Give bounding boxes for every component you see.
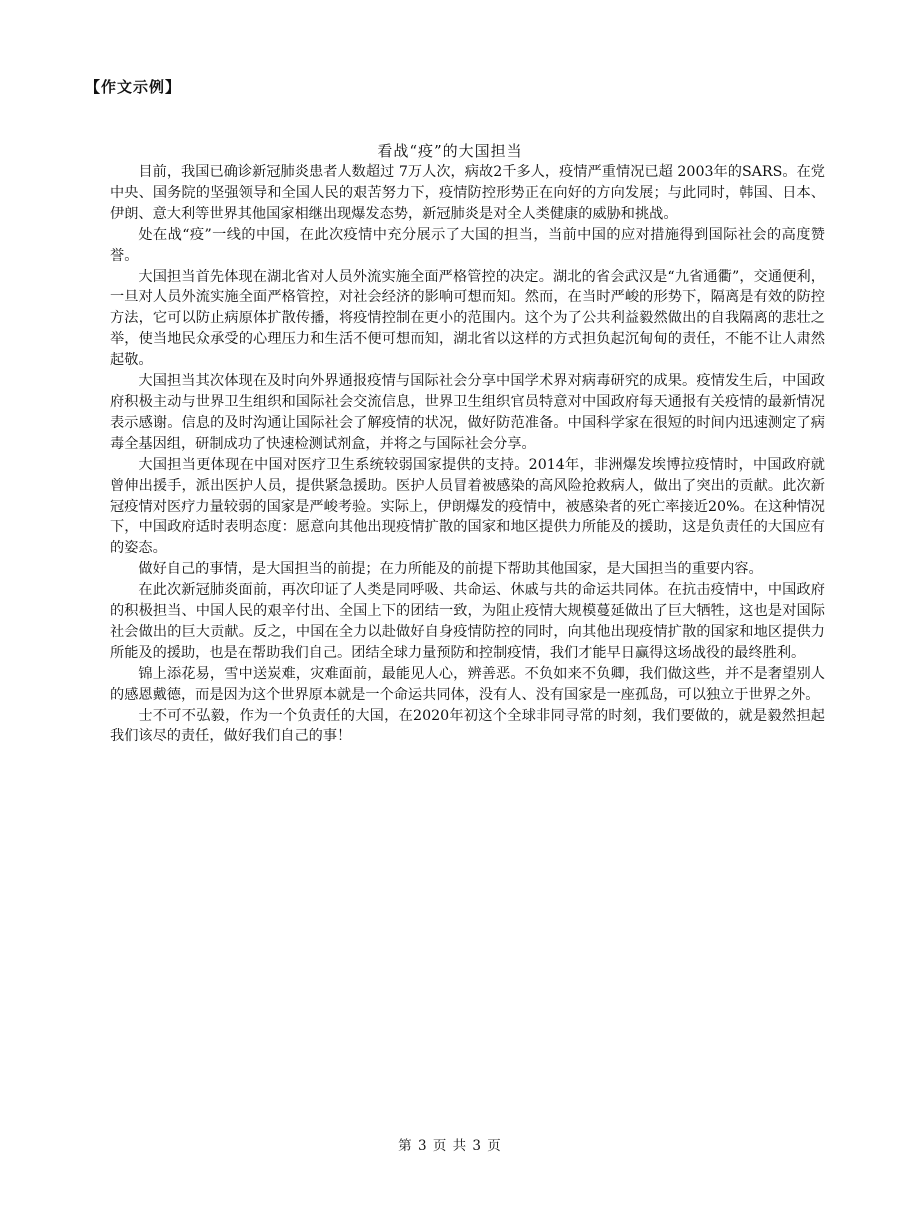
essay-title: 看战“疫”的大国担当	[377, 142, 523, 160]
paragraph: 大国担当首先体现在湖北省对人员外流实施全面严格管控的决定。湖北的省会武汉是“九省通衢”，交通便利，一旦对人员外流实施全面严格管控，对社会经济的影响可想而知。然而，在当时严峻的形势下，隔离是有效的防控方法，它可以防止病原体扩散传播，将疫情控制在更小的范围内。这个为了公共利益毅然做出的自我隔离的悲壮之举，使当地民众承受的心理压力和生活不便可想而知，湖北省以这样的方式担负起沉甸甸的责任，不能不让人肃然起敬。	[110, 268, 825, 369]
paragraph: 做好自己的事情，是大国担当的前提；在力所能及的前提下帮助其他国家，是大国担当的重要内容。	[138, 561, 763, 578]
paragraph: 大国担当更体现在中国对医疗卫生系统较弱国家提供的支持。2014年，非洲爆发埃博拉疫情时，中国政府就曾伸出援手，派出医护人员，提供紧急援助。医护人员冒着被感染的高风险抢救病人，做出了突出的贡献。此次新冠疫情对医疗力量较弱的国家是严峻考验。实际上，伊朗爆发的疫情中，被感染者的死亡率接近20%。在这种情况下，中国政府适时表明态度：愿意向其他出现疫情扩散的国家和地区提供力所能及的援助，这是负责任的大国应有的姿态。	[110, 456, 825, 557]
page-footer: 第 3 页 共 3 页	[398, 1138, 502, 1154]
paragraph: 目前，我国已确诊新冠肺炎患者人数超过 7万人次，病故2千多人，疫情严重情况已超 2003年的SARS。在党中央、国务院的坚强领导和全国人民的艰苦努力下，疫情防控形势正在向好的方向发展；与此同时，韩国、日本、伊朗、意大利等世界其他国家相继出现爆发态势，新冠肺炎是对全人类健康的威胁和挑战。	[110, 164, 825, 222]
paragraph: 在此次新冠肺炎面前，再次印证了人类是同呼吸、共命运、休戚与共的命运共同体。在抗击疫情中，中国政府的积极担当、中国人民的艰辛付出、全国上下的团结一致，为阻止疫情大规模蔓延做出了巨大牺牲，这也是对国际社会做出的巨大贡献。反之，中国在全力以赴做好自身疫情防控的同时，向其他出现疫情扩散的国家和地区提供力所能及的援助，也是在帮助我们自己。团结全球力量预防和控制疫情，我们才能早日赢得这场战役的最终胜利。	[110, 582, 825, 661]
paragraph: 大国担当其次体现在及时向外界通报疫情与国际社会分享中国学术界对病毒研究的成果。疫情发生后，中国政府积极主动与世界卫生组织和国际社会交流信息，世界卫生组织官员特意对中国政府每天通报有关疫情的最新情况表示感谢。信息的及时沟通让国际社会了解疫情的状况，做好防范准备。中国科学家在很短的时间内迅速测定了病毒全基因组，研制成功了快速检测试剂盒，并将之与国际社会分享。	[110, 373, 825, 452]
paragraph: 处在战“疫”一线的中国，在此次疫情中充分展示了大国的担当，当前中国的应对措施得到国际社会的高度赞誉。	[110, 226, 825, 264]
essay-body	[110, 162, 825, 747]
paragraph: 锦上添花易，雪中送炭难，灾难面前，最能见人心，辨善恶。不负如来不负卿，我们做这些，并不是奢望别人的感恩戴德，而是因为这个世界原本就是一个命运共同体，没有人、没有国家是一座孤岛，可以独立于世界之外。	[110, 665, 825, 703]
paragraph: 士不可不弘毅，作为一个负责任的大国，在2020年初这个全球非同寻常的时刻，我们要做的，就是毅然担起我们该尽的责任，做好我们自己的事！	[110, 707, 825, 745]
section-label: 【作文示例】	[85, 78, 182, 96]
